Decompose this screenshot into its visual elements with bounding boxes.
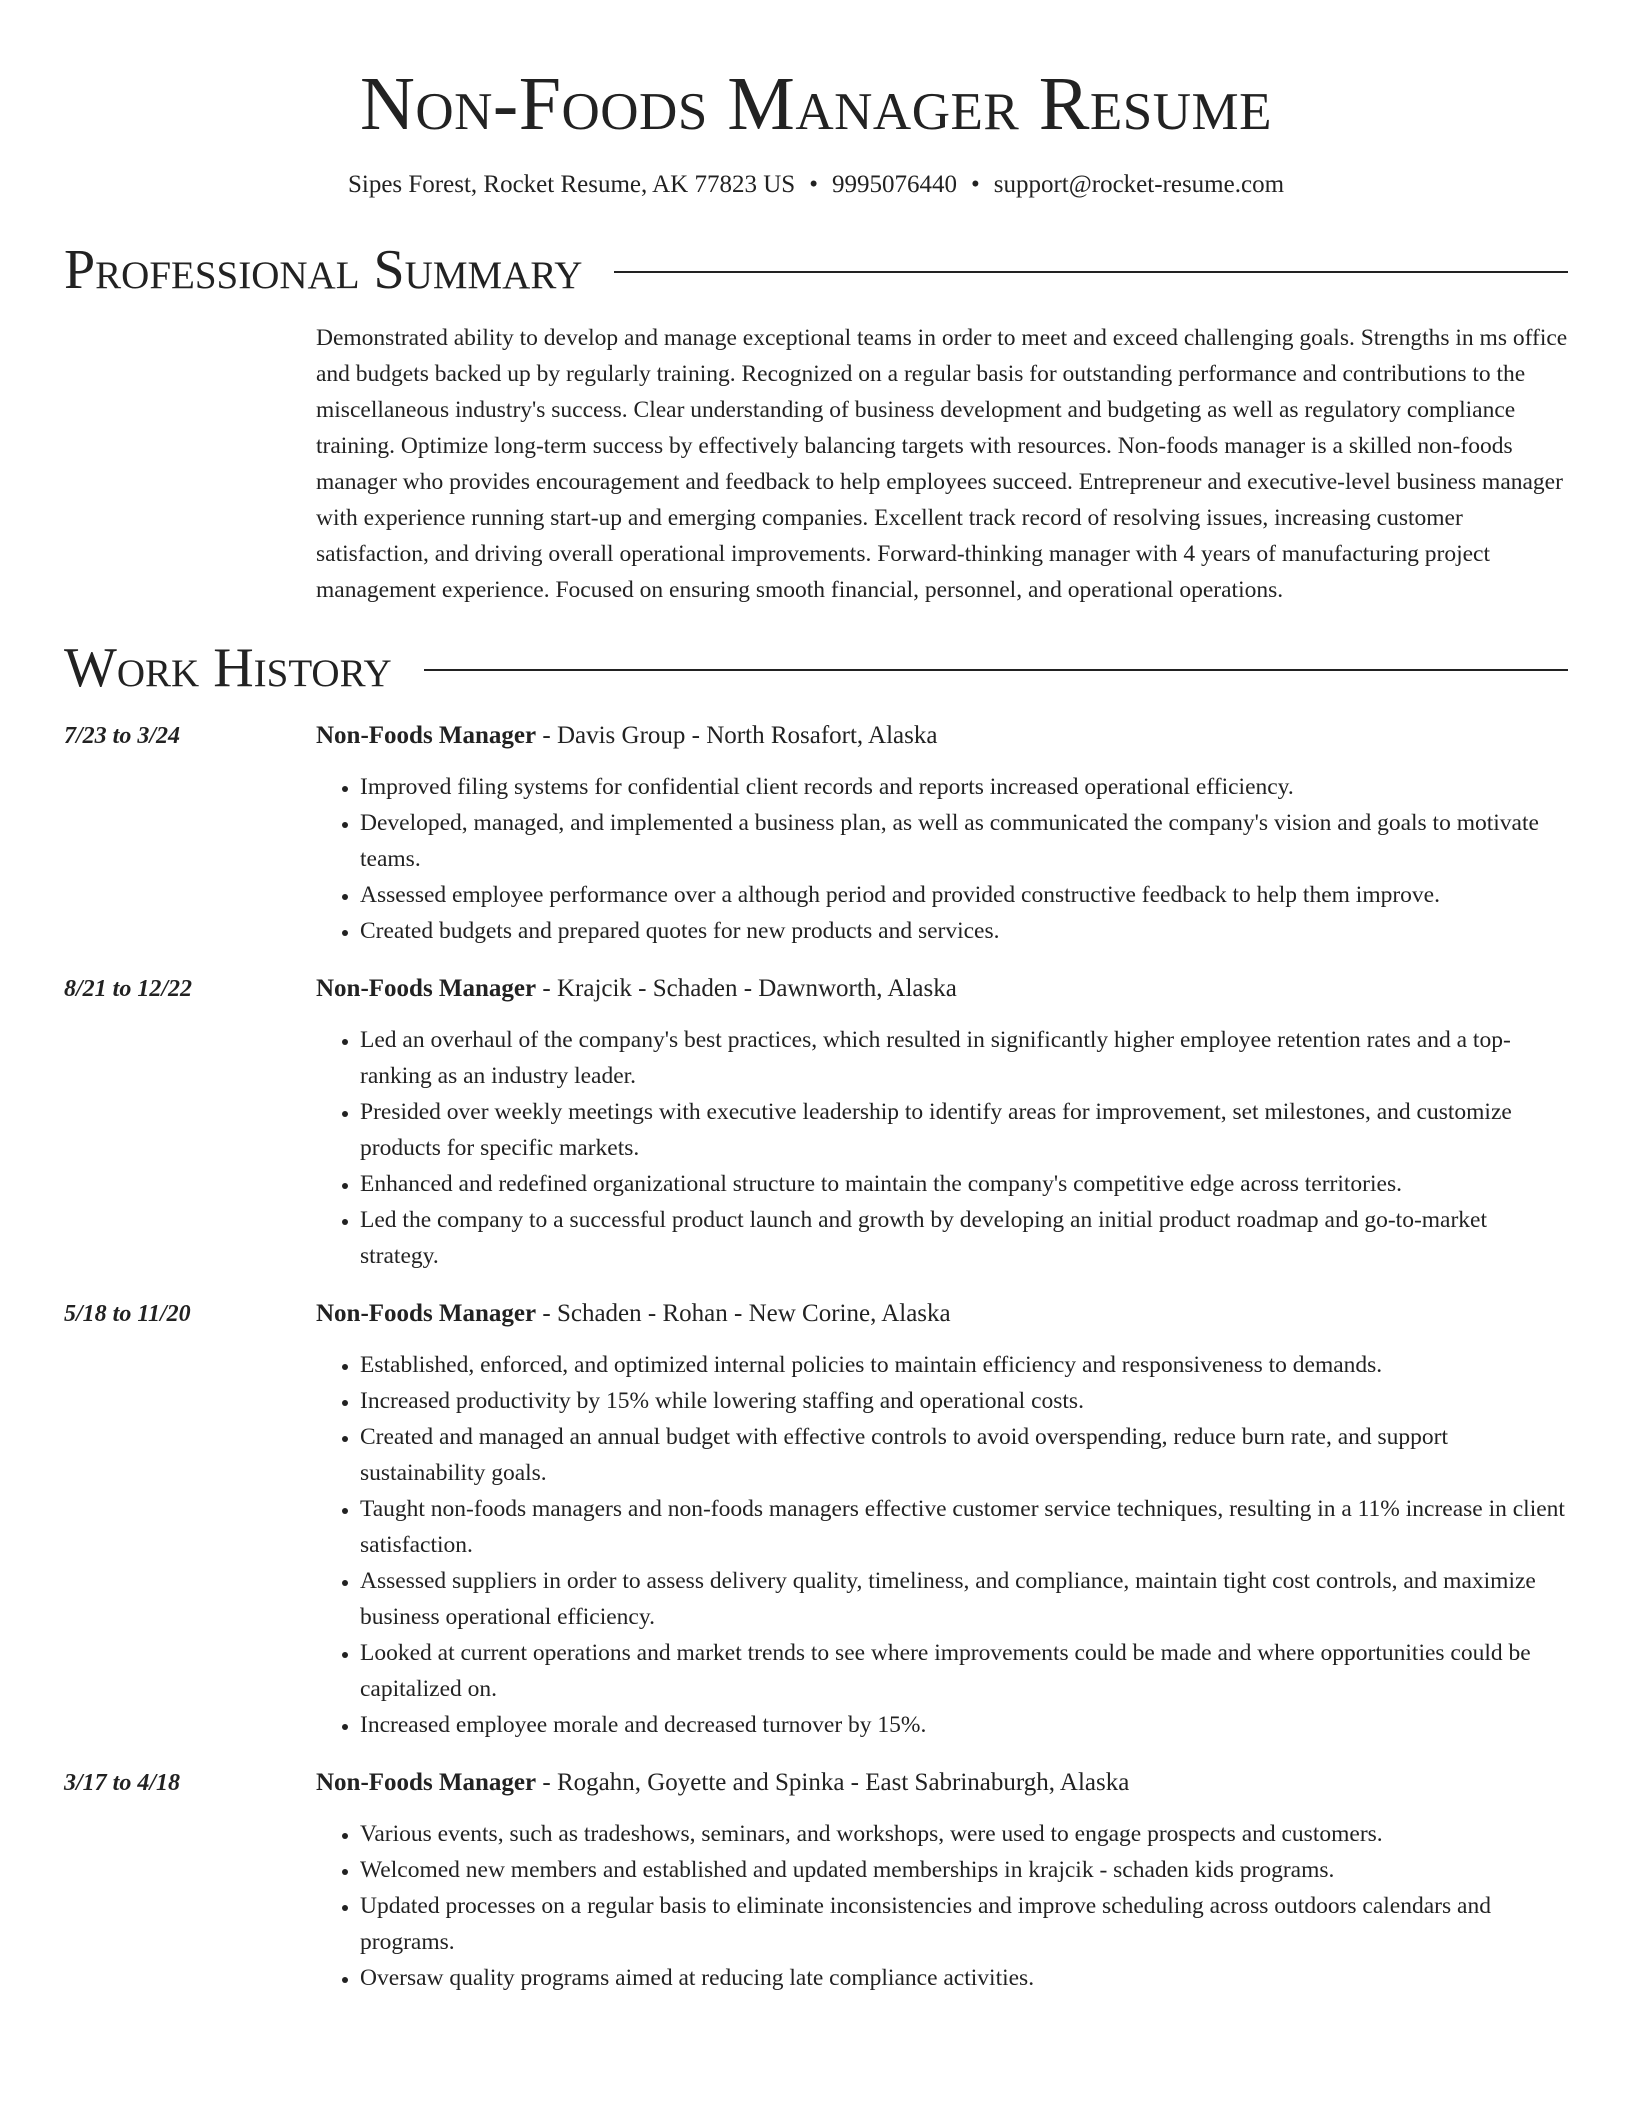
- job-bullet: • Assessed suppliers in order to assess delivery quality, timeliness, and compliance, maintain tight cost controls, and maximize business operational efficiency.: [360, 1563, 1568, 1635]
- summary-section-header: [64, 238, 1568, 302]
- job-bullet: • Created and managed an annual budget with effective controls to avoid overspending, reduce burn rate, and support sustainability goals.: [360, 1419, 1568, 1491]
- job-bullet: • Increased productivity by 15% while lowering staffing and operational costs.: [360, 1383, 1568, 1419]
- job-title: Non-Foods Manager: [316, 975, 537, 1002]
- job-bullet: • Taught non-foods managers and non-foods managers effective customer service techniques, resulting in a 11% increase in client satisfaction.: [360, 1491, 1568, 1563]
- job-dates: 5/18 to 11/20: [64, 1301, 191, 1327]
- job-title: Non-Foods Manager: [316, 1769, 537, 1796]
- job-bullet: • Various events, such as tradeshows, seminars, and workshops, were used to engage prospects and customers.: [360, 1816, 1568, 1852]
- job-title: Non-Foods Manager: [316, 722, 537, 749]
- section-divider: [614, 271, 1568, 273]
- job-bullet: • Enhanced and redefined organizational structure to maintain the company's competitive edge across territories.: [360, 1166, 1568, 1202]
- job-bullet: • Led the company to a successful product launch and growth by developing an initial product roadmap and go-to-market strategy.: [360, 1202, 1568, 1274]
- job-title-line: [316, 718, 1568, 754]
- contact-separator: •: [970, 171, 980, 198]
- job-title-line: [316, 971, 1568, 1007]
- job-bullet-list: [316, 769, 1568, 949]
- job-dates: 8/21 to 12/22: [64, 976, 193, 1002]
- job-title-line: [316, 1765, 1568, 1801]
- job-bullet: • Established, enforced, and optimized internal policies to maintain efficiency and responsiveness to demands.: [360, 1347, 1568, 1383]
- job-bullet: • Presided over weekly meetings with executive leadership to identify areas for improvement, set milestones, and customize products for specific markets.: [360, 1094, 1568, 1166]
- job-bullet-list: [316, 1022, 1568, 1274]
- contact-address: Sipes Forest, Rocket Resume, AK 77823 US: [347, 171, 796, 198]
- work-heading: Work History: [64, 637, 392, 699]
- job-employer-location: - Rogahn, Goyette and Spinka - East Sabrinaburgh, Alaska: [536, 1769, 1130, 1796]
- job-bullet: • Increased employee morale and decreased turnover by 15%.: [360, 1707, 1568, 1743]
- job-details: [316, 718, 1568, 949]
- job-entry: [64, 718, 1568, 949]
- job-bullet: • Improved filing systems for confidential client records and reports increased operational efficiency.: [360, 769, 1568, 805]
- summary-heading: Professional Summary: [64, 239, 583, 301]
- contact-separator: •: [809, 171, 818, 198]
- job-entry: [64, 1296, 1568, 1743]
- contact-email[interactable]: support@rocket-resume.com: [993, 171, 1285, 198]
- job-bullet: • Developed, managed, and implemented a business plan, as well as communicated the company's vision and goals to motivate teams.: [360, 805, 1568, 877]
- job-title: Non-Foods Manager: [316, 1300, 537, 1327]
- work-section-header: [64, 636, 1568, 700]
- job-entry: [64, 1765, 1568, 1996]
- job-details: [316, 971, 1568, 1274]
- job-employer-location: - Schaden - Rohan - New Corine, Alaska: [536, 1300, 951, 1327]
- job-bullet-list: [316, 1816, 1568, 1996]
- resume-title: Non-Foods Manager Resume: [359, 62, 1273, 146]
- job-entry: [64, 971, 1568, 1274]
- section-divider: [424, 669, 1568, 671]
- job-details: [316, 1765, 1568, 1996]
- job-title-line: [316, 1296, 1568, 1332]
- job-dates: 7/23 to 3/24: [64, 723, 181, 749]
- job-dates: 3/17 to 4/18: [64, 1770, 181, 1796]
- job-bullet: • Created budgets and prepared quotes for new products and services.: [360, 913, 1568, 949]
- job-bullet: • Assessed employee performance over a although period and provided constructive feedback to help them improve.: [360, 877, 1568, 913]
- job-bullet: • Led an overhaul of the company's best practices, which resulted in significantly higher employee retention rates and a top-ranking as an industry leader.: [360, 1022, 1568, 1094]
- job-bullet: • Oversaw quality programs aimed at reducing late compliance activities.: [360, 1960, 1568, 1996]
- contact-phone: 9995076440: [831, 171, 957, 198]
- job-employer-location: - Davis Group - North Rosafort, Alaska: [536, 722, 938, 749]
- job-bullet: • Updated processes on a regular basis to eliminate inconsistencies and improve scheduling across outdoors calendars and programs.: [360, 1888, 1568, 1960]
- job-employer-location: - Krajcik - Schaden - Dawnworth, Alaska: [536, 975, 957, 1002]
- job-details: [316, 1296, 1568, 1743]
- job-bullet: • Welcomed new members and established and updated memberships in krajcik - schaden kids programs.: [360, 1852, 1568, 1888]
- job-bullet: • Looked at current operations and market trends to see where improvements could be made and where opportunities could be capitalized on.: [360, 1635, 1568, 1707]
- job-bullet-list: [316, 1347, 1568, 1743]
- contact-line: [64, 168, 1568, 202]
- summary-text: Demonstrated ability to develop and manage exceptional teams in order to meet and exceed challenging goals. Strengths in ms office and budgets backed up by regularly training. Recognized on a regular basis for outstanding performance and contributions to the miscellaneous industry's success. Clear understanding of business development and budgeting as well as regulatory compliance training. Optimize long-term success by effectively balancing targets with resources. Non-foods manager is a skilled non-foods manager who provides encouragement and feedback to help employees succeed. Entrepreneur and executive-level business manager with experience running start-up and emerging companies. Excellent track record of resolving issues, increasing customer satisfaction, and driving overall operational improvements. Forward-thinking manager with 4 years of manufacturing project management experience. Focused on ensuring smooth financial, personnel, and operational operations.: [316, 325, 1568, 603]
